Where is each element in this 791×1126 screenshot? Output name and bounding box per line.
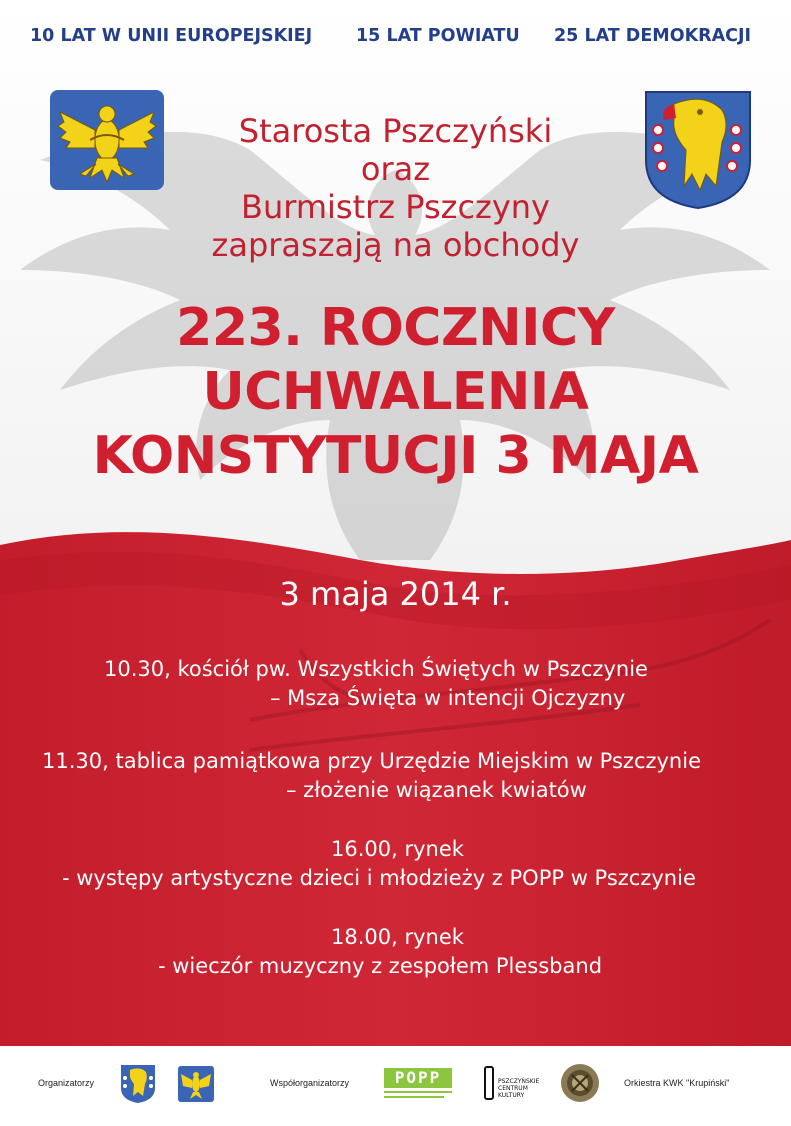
schedule-item (0, 835, 791, 893)
banner-eu: 10 LAT W UNII EUROPEJSKIEJ (30, 26, 313, 46)
pszczyna-county-crest-icon (644, 90, 752, 210)
intro-line-burmistrz: Burmistrz Pszczyny (241, 188, 550, 226)
headline-line-3: KONSTYTUCJI 3 MAJA (92, 426, 699, 486)
banner-powiat: 15 LAT POWIATU (356, 26, 520, 46)
intro-line-oraz: oraz (360, 150, 431, 188)
silesian-eagle-small-icon (178, 1066, 214, 1102)
schedule-description: - wieczór muzyczny z zespołem Plessband (158, 954, 603, 978)
pck-logo (484, 1066, 546, 1104)
event-headline (40, 296, 751, 488)
invitation-intro (150, 112, 641, 264)
schedule-time-place: 11.30, tablica pamiątkowa przy Urzędzie Miejskim w Pszczynie (42, 749, 701, 773)
headline-line-1: 223. ROCZNICY (176, 298, 615, 358)
popp-logo-text: POPP (384, 1068, 452, 1088)
popp-logo (384, 1068, 452, 1100)
headline-line-2: UCHWALENIA (202, 362, 589, 422)
intro-line-starosta: Starosta Pszczyński (238, 112, 553, 150)
intro-line-zapraszaja: zapraszają na obchody (211, 226, 580, 264)
orchestra-label: Orkiestra KWK "Krupiński" (624, 1078, 730, 1088)
organizers-label: Organizatorzy (38, 1078, 95, 1088)
coorganizers-label: Współorganizatorzy (270, 1078, 350, 1088)
banner-democracy: 25 LAT DEMOKRACJI (554, 26, 752, 46)
pck-logo-text: PSZCZYŃSKIE CENTRUM KULTURY (498, 1078, 540, 1099)
schedule-item (0, 747, 791, 805)
county-crest-small-icon (120, 1064, 156, 1104)
miners-orchestra-emblem-icon (560, 1063, 600, 1103)
anniversary-banner (0, 26, 791, 56)
event-date: 3 maja 2014 r. (279, 575, 512, 613)
schedule-time-place: 18.00, rynek (331, 925, 464, 949)
silesian-eagle-crest-icon (50, 90, 164, 190)
schedule-time-place: 10.30, kościół pw. Wszystkich Świętych w Pszczynie (104, 657, 648, 681)
schedule-item (0, 655, 791, 713)
schedule-time-place: 16.00, rynek (331, 837, 464, 861)
schedule-item (0, 923, 791, 981)
schedule-description: – złożenie wiązanek kwiatów (286, 778, 587, 802)
schedule-description: – Msza Święta w intencji Ojczyzny (270, 686, 626, 710)
schedule-description: - występy artystyczne dzieci i młodzieży z POPP w Pszczynie (62, 866, 696, 890)
